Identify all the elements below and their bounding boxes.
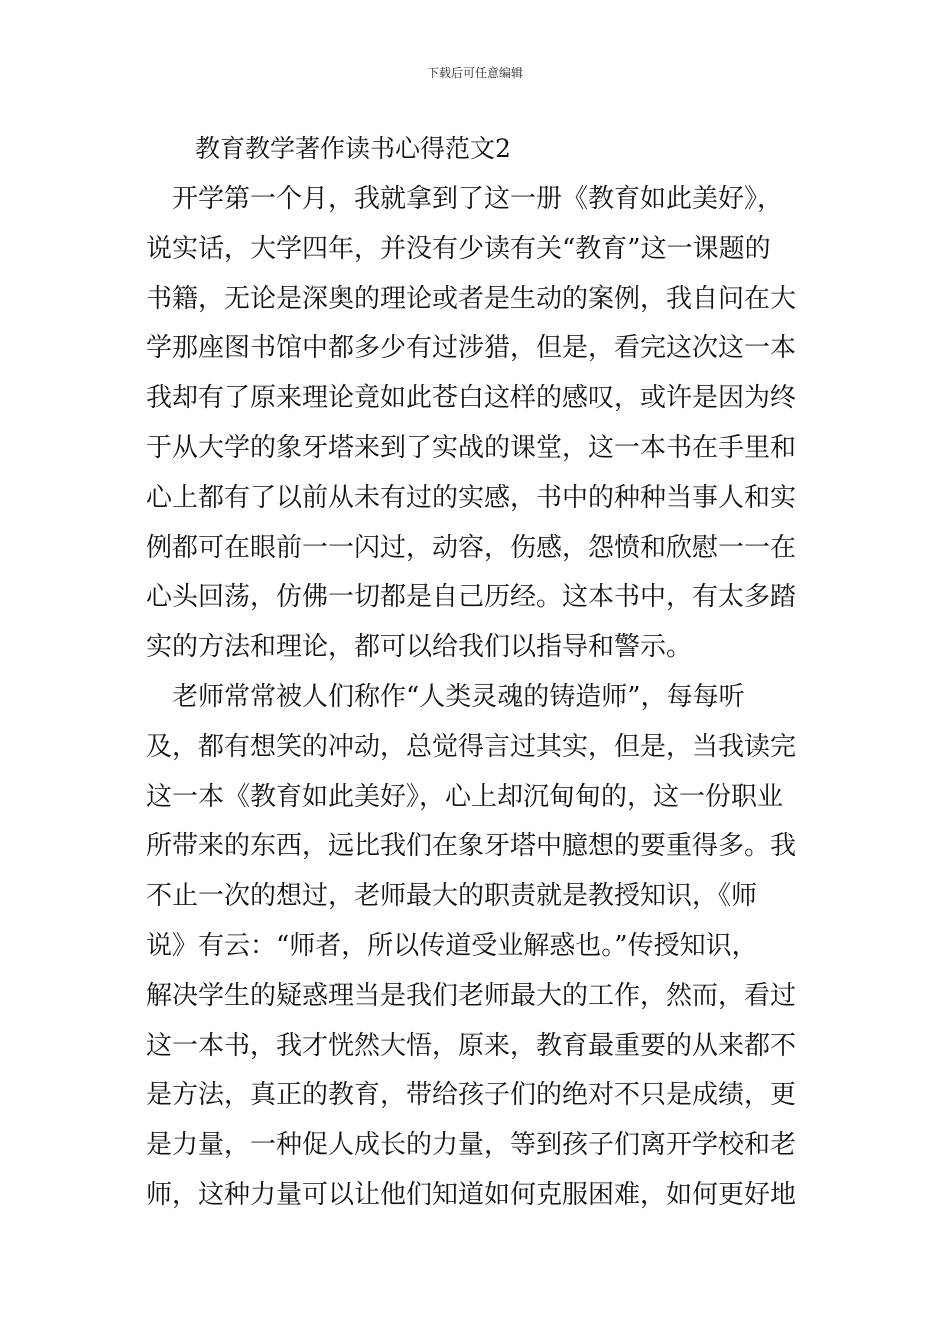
paragraph-line: 是力量，一种促人成长的力量，等到孩子们离开学校和老 (146, 1130, 797, 1161)
paragraph-line: 学那座图书馆中都多少有过涉猎，但是，看完这次这一本 (146, 333, 797, 364)
paragraph-line: 说》有云：“师者，所以传道受业解惑也。”传授知识， (146, 930, 758, 961)
paragraph-line: 这一本书，我才恍然大悟，原来，教育最重要的从来都不 (146, 1030, 797, 1061)
page-header: 下载后可任意编辑 (426, 66, 523, 80)
paragraph-line: 老师常常被人们称作“人类灵魂的铸造师”，每每听 (146, 682, 745, 712)
paragraph-line: 书籍，无论是深奥的理论或者是生动的案例，我自问在大 (146, 283, 797, 314)
paragraph-line: 所带来的东西，远比我们在象牙塔中臆想的要重得多。我 (146, 831, 797, 862)
paragraph-line: 于从大学的象牙塔来到了实战的课堂，这一本书在手里和 (146, 432, 797, 463)
paragraph-line: 及，都有想笑的冲动，总觉得言过其实，但是，当我读完 (146, 731, 797, 762)
paragraph-line: 我却有了原来理论竟如此苍白这样的感叹，或许是因为终 (146, 383, 797, 414)
paragraph-line: 心上都有了以前从未有过的实感，书中的种种当事人和实 (146, 482, 797, 513)
paragraph-line: 不止一次的想过，老师最大的职责就是教授知识，《师 (146, 881, 758, 912)
paragraph-line: 例都可在眼前一一闪过，动容，伤感，怨愤和欣慰一一在 (146, 532, 797, 563)
document-title: 教育教学著作读书心得范文2 (195, 134, 511, 163)
paragraph-2 (146, 673, 814, 1221)
paragraph-line: 心头回荡，仿佛一切都是自己历经。这本书中，有太多踏 (146, 582, 797, 613)
paragraph-line: 师，这种力量可以让他们知道如何克服困难，如何更好地 (146, 1179, 797, 1210)
paragraph-line: 实的方法和理论，都可以给我们以指导和警示。 (146, 632, 693, 663)
paragraph-line: 解决学生的疑惑理当是我们老师最大的工作，然而，看过 (146, 980, 797, 1011)
paragraph-line: 开学第一个月，我就拿到了这一册《教育如此美好》， (146, 184, 784, 214)
paragraph-1 (146, 175, 814, 673)
paragraph-line: 这一本《教育如此美好》，心上却沉甸甸的，这一份职业 (146, 781, 784, 812)
paragraph-line: 说实话，大学四年，并没有少读有关“教育”这一课题的 (146, 233, 771, 264)
paragraph-line: 是方法，真正的教育，带给孩子们的绝对不只是成绩，更 (146, 1080, 797, 1111)
